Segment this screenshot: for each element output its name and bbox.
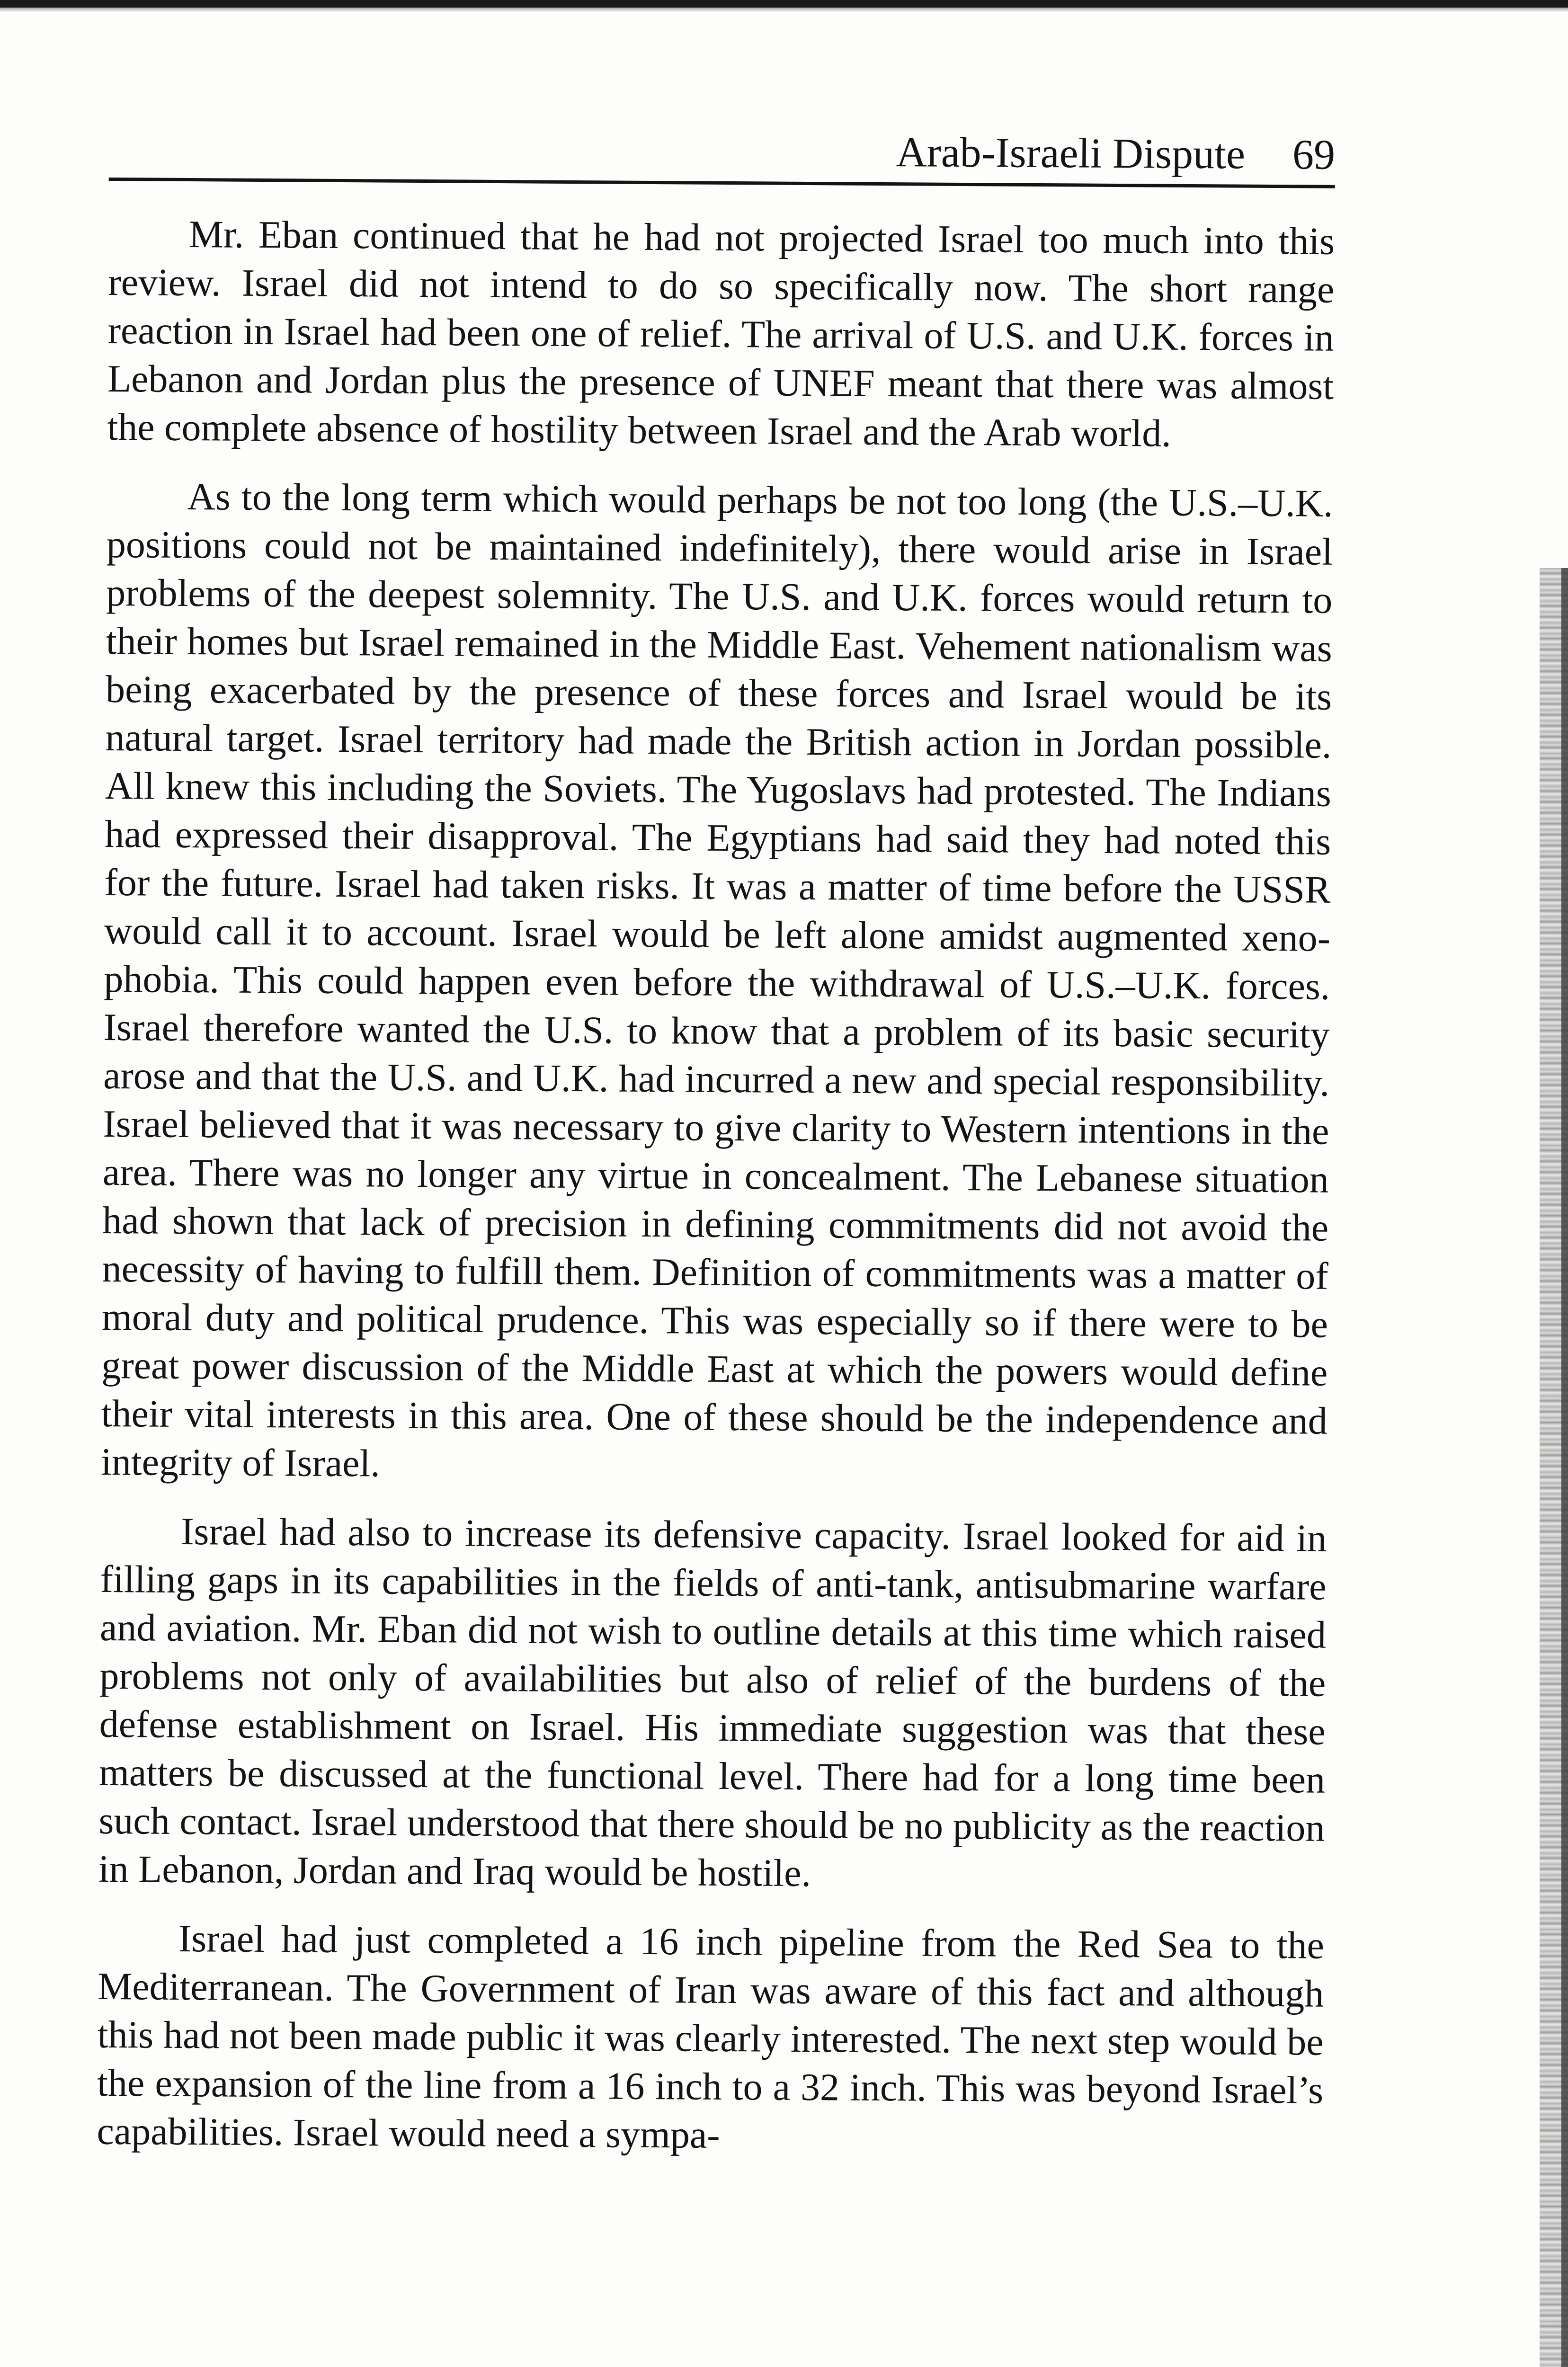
running-head [109, 118, 1336, 188]
page-binding-shadow [1561, 568, 1568, 2367]
paragraph-long-term: As to the long term which would perhaps be not too long (the U.S.–U.K. positions could not be maintained indefinitely), there would arise in Israel problems of the deepest solemnity. The U.S. and U.K. forces would return to their homes but Israel remained in the Middle East. Vehement nationalism was being exacerbated by the presence of these forces and Israel would be its natural target. Israel territory had made the British action in Jordan possible. All knew this including the Soviets. The Yugoslavs had protested. The Indians had expressed their disapproval. The Egyptians had said they had noted this for the future. Israel had taken risks. It was a matter of time before the USSR would call it to account. Israel would be left alone amidst augmented xenophobia. This could happen even before the withdrawal of U.S.–U.K. forces. Israel therefore wanted the U.S. to know that a problem of its basic security arose and that the U.S. and U.K. had incurred a new and special responsibility. Israel believed that it was necessary to give clarity to Western intentions in the area. There was no longer any virtue in concealment. The Lebanese situation had shown that lack of precision in defining commitments did not avoid the necessity of having to fulfill them. Definition of commitments was a matter of moral duty and political prudence. This was especially so if there were to be great power discussion of the Middle East at which the powers would define their vital interests in this area. One of these should be the independence and integrity of Israel. [100, 475, 1333, 1485]
book-page [95, 0, 1336, 2367]
running-head-title: Arab-Israeli Dispute [896, 129, 1246, 178]
paragraph-defensive-capacity: Israel had also to increase its defensive capacity. Israel looked for aid in filling gaps in its capabilities in the fields of anti-tank, antisubmarine warfare and aviation. Mr. Eban did not wish to outline details at this time which raised problems not only of availabilities but also of relief of the burdens of the defense establishment on Israel. His immediate suggestion was that these matters be discussed at the functional level. There had for a long time been such contact. Israel understood that there should be no publicity as the reaction in Lebanon, Jordan and Iraq would be hostile. [98, 1509, 1327, 1895]
body-text [97, 210, 1335, 2184]
page-number: 69 [1292, 131, 1336, 178]
paragraph-pipeline: Israel had just completed a 16 inch pipeline from the Red Sea to the Mediterranean. The Government of Iran was aware of this fact and although this had not been made public it was clearly interested. The next step would be the expansion of the line from a 16 inch to a 32 inch. This was beyond Israel’s capabilities. Israel would need a sympa- [97, 1916, 1325, 2156]
paragraph-eban-review: Mr. Eban continued that he had not projected Israel too much into this review. Israel did not intend to do so specifically now. The short range reaction in Israel had been one of relief. The arrival of U.S. and U.K. forces in Lebanon and Jordan plus the presence of UNEF meant that there was almost the complete absence of hostility between Israel and the Arab world. [107, 213, 1335, 455]
